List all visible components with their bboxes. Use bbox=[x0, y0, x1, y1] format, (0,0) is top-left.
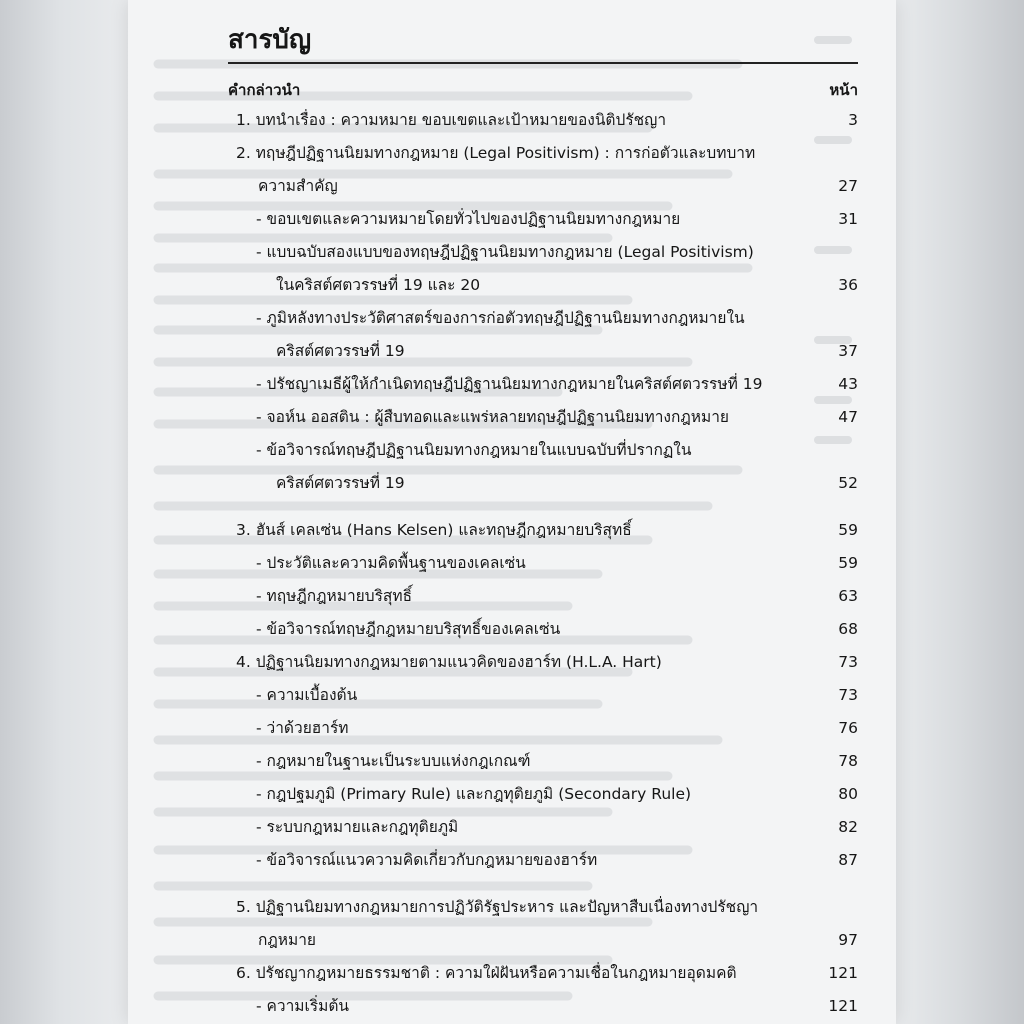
toc-entry-section bbox=[256, 368, 858, 401]
toc-entry-text: - แบบฉบับสองแบบของทฤษฎีปฏิฐานนิยมทางกฎหมาย (Legal Positivism) bbox=[256, 243, 754, 261]
toc-entry-text-continued: คริสต์ศตวรรษที่ 19 bbox=[276, 342, 405, 360]
toc-entry-section bbox=[256, 203, 858, 236]
toc-entry-chapter bbox=[236, 891, 858, 957]
toc-entry-page: 76 bbox=[838, 719, 858, 737]
toc-entry-text-continued: คริสต์ศตวรรษที่ 19 bbox=[276, 474, 405, 492]
toc-entry-page: 59 bbox=[838, 521, 858, 539]
toc-entry-text: - ข้อวิจารณ์ทฤษฎีปฏิฐานนิยมทางกฎหมายในแบบฉบับที่ปรากฏใน bbox=[256, 441, 692, 459]
toc-entry-text: - ภูมิหลังทางประวัติศาสตร์ของการก่อตัวทฤษฎีปฏิฐานนิยมทางกฎหมายใน bbox=[256, 309, 745, 327]
toc-entry-section bbox=[256, 990, 858, 1023]
toc-entry-section bbox=[256, 302, 858, 368]
toc-entry-page: 121 bbox=[828, 964, 858, 982]
toc-entry-page: 97 bbox=[838, 931, 858, 949]
toc-entry-chapter bbox=[236, 646, 858, 679]
toc-entry-text: - ความเบื้องต้น bbox=[256, 686, 358, 704]
toc-entry-page: 27 bbox=[838, 177, 858, 195]
toc-entry-text: - ระบบกฎหมายและกฎทุติยภูมิ bbox=[256, 818, 459, 836]
toc-entry-text: - ปรัชญาเมธีผู้ให้กำเนิดทฤษฎีปฏิฐานนิยมทางกฎหมายในคริสต์ศตวรรษที่ 19 bbox=[256, 375, 763, 393]
toc-entry-text: 1. บทนำเรื่อง : ความหมาย ขอบเขตและเป้าหมายของนิติปรัชญา bbox=[236, 111, 667, 129]
toc-entry-chapter bbox=[236, 514, 858, 547]
toc-entry-section bbox=[256, 401, 858, 434]
toc-entry-page: 121 bbox=[828, 997, 858, 1015]
page-title: สารบัญ bbox=[228, 25, 312, 55]
toc-entry-text: - กฎหมายในฐานะเป็นระบบแห่งกฎเกณฑ์ bbox=[256, 752, 531, 770]
toc-entry-text: - ทฤษฎีกฎหมายบริสุทธิ์ bbox=[256, 587, 413, 605]
preface-label: คำกล่าวนำ bbox=[228, 81, 301, 99]
toc-entry-page: 52 bbox=[838, 474, 858, 492]
toc-entry-page: 87 bbox=[838, 851, 858, 869]
toc-entry-page: 82 bbox=[838, 818, 858, 836]
toc-entry-text: 3. ฮันส์ เคลเซ่น (Hans Kelsen) และทฤษฎีกฎหมายบริสุทธิ์ bbox=[236, 521, 632, 539]
toc-entry-page: 80 bbox=[838, 785, 858, 803]
toc-entry-text: - ประวัติและความคิดพื้นฐานของเคลเซ่น bbox=[256, 554, 526, 572]
toc-entry-chapter bbox=[236, 104, 858, 137]
toc-entry-text: - ว่าด้วยฮาร์ท bbox=[256, 719, 349, 737]
toc-entry-page: 59 bbox=[838, 554, 858, 572]
toc-entry-text: - กฎปฐมภูมิ (Primary Rule) และกฎทุติยภูมิ (Secondary Rule) bbox=[256, 785, 692, 803]
toc-entry-section bbox=[256, 434, 858, 500]
toc-entry-text: - ข้อวิจารณ์แนวความคิดเกี่ยวกับกฎหมายของฮาร์ท bbox=[256, 851, 598, 869]
toc-entry-page: 36 bbox=[838, 276, 858, 294]
toc-entry-text: 4. ปฏิฐานนิยมทางกฎหมายตามแนวคิดของฮาร์ท (H.L.A. Hart) bbox=[236, 653, 662, 671]
toc-list bbox=[228, 104, 858, 1023]
toc-entry-section bbox=[256, 712, 858, 745]
toc-entry-section bbox=[256, 236, 858, 302]
toc-header bbox=[228, 72, 858, 102]
table-of-contents bbox=[228, 20, 858, 1020]
toc-entry-text-continued: ในคริสต์ศตวรรษที่ 19 และ 20 bbox=[276, 276, 481, 294]
toc-entry-section bbox=[256, 844, 858, 877]
toc-entry-page: 31 bbox=[838, 210, 858, 228]
toc-entry-section bbox=[256, 745, 858, 778]
toc-entry-section bbox=[256, 778, 858, 811]
toc-entry-section bbox=[256, 679, 858, 712]
toc-entry-page: 68 bbox=[838, 620, 858, 638]
page-column-label: หน้า bbox=[829, 81, 858, 99]
toc-entry-section bbox=[256, 547, 858, 580]
toc-entry-text: 2. ทฤษฎีปฏิฐานนิยมทางกฎหมาย (Legal Positivism) : การก่อตัวและบทบาท bbox=[236, 144, 756, 162]
toc-entry-text-continued: กฎหมาย bbox=[258, 931, 317, 949]
toc-entry-page: 73 bbox=[838, 653, 858, 671]
toc-entry-section bbox=[256, 811, 858, 844]
toc-entry-page: 47 bbox=[838, 408, 858, 426]
toc-entry-page: 63 bbox=[838, 587, 858, 605]
toc-entry-page: 37 bbox=[838, 342, 858, 360]
toc-entry-page: 73 bbox=[838, 686, 858, 704]
toc-entry-chapter bbox=[236, 957, 858, 990]
book-page bbox=[128, 0, 896, 1024]
toc-entry-text: - จอห์น ออสติน : ผู้สืบทอดและแพร่หลายทฤษฎีปฏิฐานนิยมทางกฎหมาย bbox=[256, 408, 730, 426]
toc-entry-text: - ข้อวิจารณ์ทฤษฎีกฎหมายบริสุทธิ์ของเคลเซ่น bbox=[256, 620, 561, 638]
title-rule bbox=[228, 62, 858, 64]
toc-entry-text: 5. ปฏิฐานนิยมทางกฎหมายการปฏิวัติรัฐประหาร และปัญหาสืบเนื่องทางปรัชญา bbox=[236, 898, 759, 916]
toc-entry-page: 43 bbox=[838, 375, 858, 393]
toc-entry-text-continued: ความสำคัญ bbox=[258, 177, 338, 195]
toc-entry-section bbox=[256, 613, 858, 646]
toc-entry-section bbox=[256, 580, 858, 613]
toc-entry-page: 78 bbox=[838, 752, 858, 770]
toc-entry-page: 3 bbox=[848, 111, 858, 129]
toc-entry-text: - ขอบเขตและความหมายโดยทั่วไปของปฏิฐานนิยมทางกฎหมาย bbox=[256, 210, 681, 228]
toc-entry-text: - ความเริ่มต้น bbox=[256, 997, 350, 1015]
toc-entry-text: 6. ปรัชญากฎหมายธรรมชาติ : ความใฝ่ฝันหรือความเชื่อในกฎหมายอุดมคติ bbox=[236, 964, 737, 982]
toc-entry-chapter bbox=[236, 137, 858, 203]
